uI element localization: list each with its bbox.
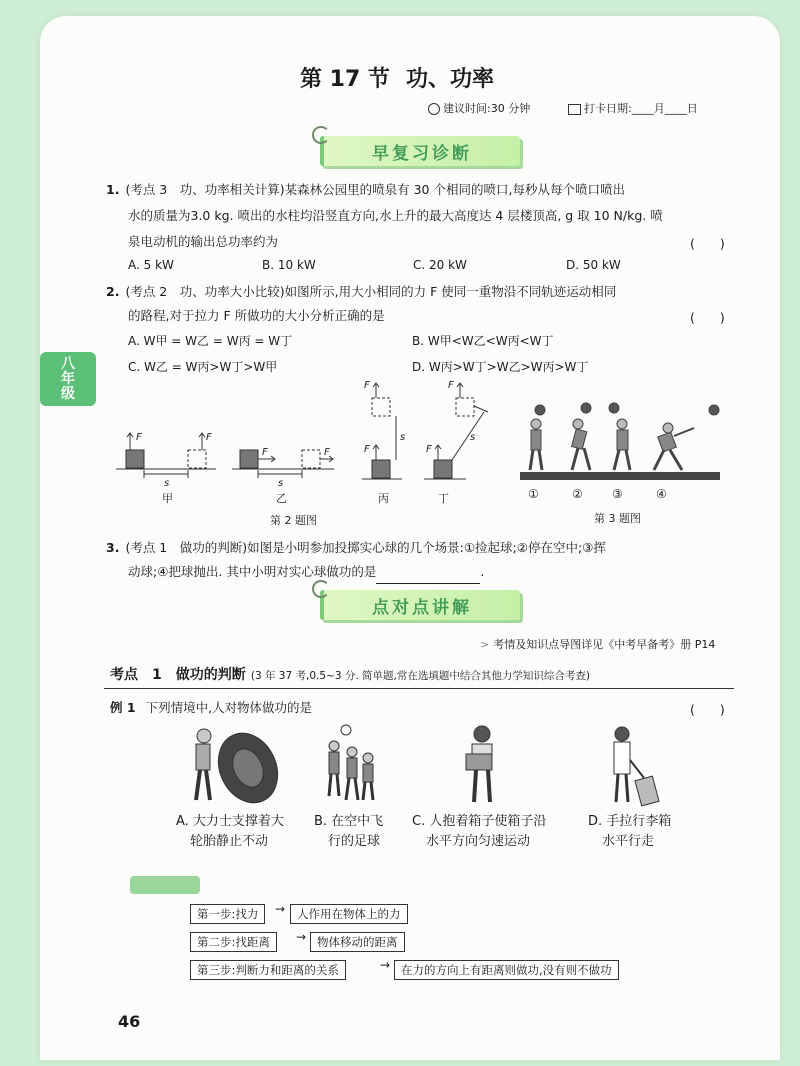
example-1 bbox=[110, 696, 312, 720]
example-illustrations bbox=[176, 724, 716, 810]
force-label: F bbox=[448, 380, 454, 391]
option-line: D. 手拉行李箱 bbox=[588, 814, 672, 829]
question-number: 2. bbox=[106, 284, 120, 299]
flow-step-1-result: 人作用在物体上的力 bbox=[290, 904, 408, 924]
option-a[interactable]: A. 5 kW bbox=[128, 258, 174, 272]
banner-label: 点对点讲解 bbox=[372, 597, 472, 618]
option-c[interactable]: C. 20 kW bbox=[413, 258, 467, 272]
kaodian-heading bbox=[110, 664, 590, 684]
question-text: (考点 1 做功的判断)如图是小明参加投掷实心球的几个场景:①捡起球;②停在空中;③挥 bbox=[125, 540, 606, 555]
suitcase bbox=[635, 776, 659, 806]
period: . bbox=[480, 564, 485, 579]
question-2 bbox=[106, 280, 616, 304]
option-line: C. 人抱着箱子使箱子沿 bbox=[412, 814, 547, 829]
example-label: 例 1 bbox=[110, 700, 136, 715]
example-option-b[interactable] bbox=[314, 812, 383, 852]
page-title bbox=[300, 62, 494, 93]
checkin-date bbox=[568, 100, 698, 116]
hook-icon bbox=[312, 126, 330, 144]
hook-icon bbox=[312, 580, 330, 598]
question-1 bbox=[106, 178, 625, 202]
flow-step-2: 第二步:找距离 bbox=[190, 932, 277, 952]
question-text: (考点 2 功、功率大小比较)如图所示,用大小相同的力 F 使同一重物沿不同轨迹运动相同 bbox=[125, 284, 617, 299]
question-number: 1. bbox=[106, 182, 120, 197]
flow-step-3-result: 在力的方向上有距离则做功,没有则不做功 bbox=[394, 960, 619, 980]
thinking-tag bbox=[130, 876, 200, 894]
distance-label: s bbox=[470, 432, 476, 443]
calendar-icon bbox=[568, 104, 581, 115]
kaodian-detail: (3 年 37 考,0.5~3 分. 简单题,常在选填题中结合其他力学知识综合考查) bbox=[250, 670, 590, 682]
grade-tab-char: 八 bbox=[61, 355, 75, 372]
grade-tab[interactable] bbox=[40, 352, 96, 406]
figure-caption: 第 3 题图 bbox=[594, 512, 641, 525]
section-title: 功、功率 bbox=[405, 67, 494, 92]
question-number: 3. bbox=[106, 540, 120, 555]
kaodian-title: 考点 1 做功的判断 bbox=[110, 667, 246, 683]
option-line: B. 在空中飞 bbox=[314, 814, 384, 829]
force-label: F bbox=[206, 432, 212, 443]
panel-label: 丙 bbox=[378, 492, 389, 505]
option-d[interactable]: D. 50 kW bbox=[566, 258, 621, 272]
flow-arrow-icon: → bbox=[275, 902, 286, 916]
reference-note[interactable] bbox=[480, 636, 715, 652]
clock-icon bbox=[428, 103, 440, 115]
example-option-d[interactable] bbox=[588, 812, 671, 852]
question-3-line2 bbox=[128, 560, 484, 584]
force-label: F bbox=[364, 444, 370, 455]
flow-step-1: 第一步:找力 bbox=[190, 904, 265, 924]
early-review-banner bbox=[320, 136, 520, 166]
force-label: F bbox=[262, 447, 268, 458]
block-ghost bbox=[188, 450, 206, 468]
example-option-a[interactable] bbox=[176, 812, 284, 852]
option-line: 水平方向匀速运动 bbox=[426, 834, 531, 849]
answer-blank[interactable] bbox=[376, 569, 480, 584]
section-number: 第 17 节 bbox=[300, 67, 390, 92]
option-c[interactable]: C. W乙 = W丙>W丁>W甲 bbox=[128, 360, 278, 374]
option-b[interactable]: B. 10 kW bbox=[262, 258, 316, 272]
distance-label: s bbox=[400, 432, 406, 443]
panel-label: 丁 bbox=[438, 492, 449, 505]
arrow-icon: > bbox=[480, 638, 490, 651]
question-2-line2: 的路程,对于拉力 F 所做功的大小分析正确的是 bbox=[128, 308, 385, 323]
flow-step-3: 第三步:判断力和距离的关系 bbox=[190, 960, 346, 980]
flow-arrow-icon: → bbox=[296, 930, 307, 944]
option-line: 水平行走 bbox=[602, 834, 655, 849]
block bbox=[126, 450, 144, 468]
step-label: ④ bbox=[656, 487, 667, 501]
force-label: F bbox=[426, 444, 432, 455]
figure-3 bbox=[516, 398, 726, 530]
distance-label: s bbox=[278, 478, 284, 489]
banner-label: 早复习诊断 bbox=[372, 143, 472, 164]
force-label: F bbox=[324, 447, 330, 458]
question-1-line3: 泉电动机的输出总功率约为 bbox=[128, 234, 279, 249]
figure-caption: 第 2 题图 bbox=[270, 514, 317, 527]
option-line: 行的足球 bbox=[328, 834, 381, 849]
question-1-line2: 水的质量为3.0 kg. 喷出的水柱均沿竖直方向,水上升的最大高度达 4 层楼顶高, g 取 10 N/kg. 喷 bbox=[128, 208, 663, 223]
option-line: A. 大力士支撑着大 bbox=[176, 814, 284, 829]
force-label: F bbox=[364, 380, 370, 391]
example-stem: 下列情境中,人对物体做功的是 bbox=[145, 700, 313, 715]
point-explain-banner bbox=[320, 590, 520, 620]
answer-paren[interactable]: ( ) bbox=[690, 702, 725, 717]
grade-tab-char: 年 bbox=[61, 370, 75, 387]
figure-2 bbox=[116, 378, 506, 530]
panel-label: 乙 bbox=[276, 492, 287, 505]
answer-paren[interactable]: ( ) bbox=[690, 310, 725, 325]
panel-label: 甲 bbox=[162, 492, 173, 505]
suggest-time bbox=[428, 100, 530, 116]
step-label: ② bbox=[572, 487, 583, 501]
option-line: 轮胎静止不动 bbox=[190, 834, 269, 849]
ball bbox=[535, 405, 545, 415]
question-text: 动球;④把球抛出. 其中小明对实心球做功的是 bbox=[128, 564, 377, 579]
option-d[interactable]: D. W丙>W丁>W乙>W丙>W丁 bbox=[412, 360, 589, 374]
distance-label: s bbox=[164, 478, 170, 489]
reference-note-text: 考情及知识点导图详见《中考早备考》册 P14 bbox=[493, 638, 716, 651]
ground bbox=[520, 472, 720, 480]
suggest-time-text: 建议时间:30 分钟 bbox=[443, 102, 531, 115]
question-3 bbox=[106, 536, 606, 560]
flow-arrow-icon: → bbox=[380, 958, 391, 972]
example-option-c[interactable] bbox=[412, 812, 546, 852]
option-a[interactable]: A. W甲 = W乙 = W丙 = W丁 bbox=[128, 334, 293, 348]
checkin-text: 打卡日期:____月____日 bbox=[584, 102, 698, 115]
step-label: ③ bbox=[612, 487, 623, 501]
grade-tab-char: 级 bbox=[61, 385, 75, 402]
force-label: F bbox=[136, 432, 142, 443]
option-b[interactable]: B. W甲<W乙<W丙<W丁 bbox=[412, 334, 554, 348]
question-text: (考点 3 功、功率相关计算)某森林公园里的喷泉有 30 个相同的喷口,每秒从每个喷口喷出 bbox=[125, 182, 625, 197]
page-number: 46 bbox=[118, 1012, 141, 1031]
step-label: ① bbox=[528, 487, 539, 501]
flow-step-2-result: 物体移动的距离 bbox=[310, 932, 405, 952]
divider bbox=[104, 688, 734, 689]
answer-paren[interactable]: ( ) bbox=[690, 236, 725, 251]
